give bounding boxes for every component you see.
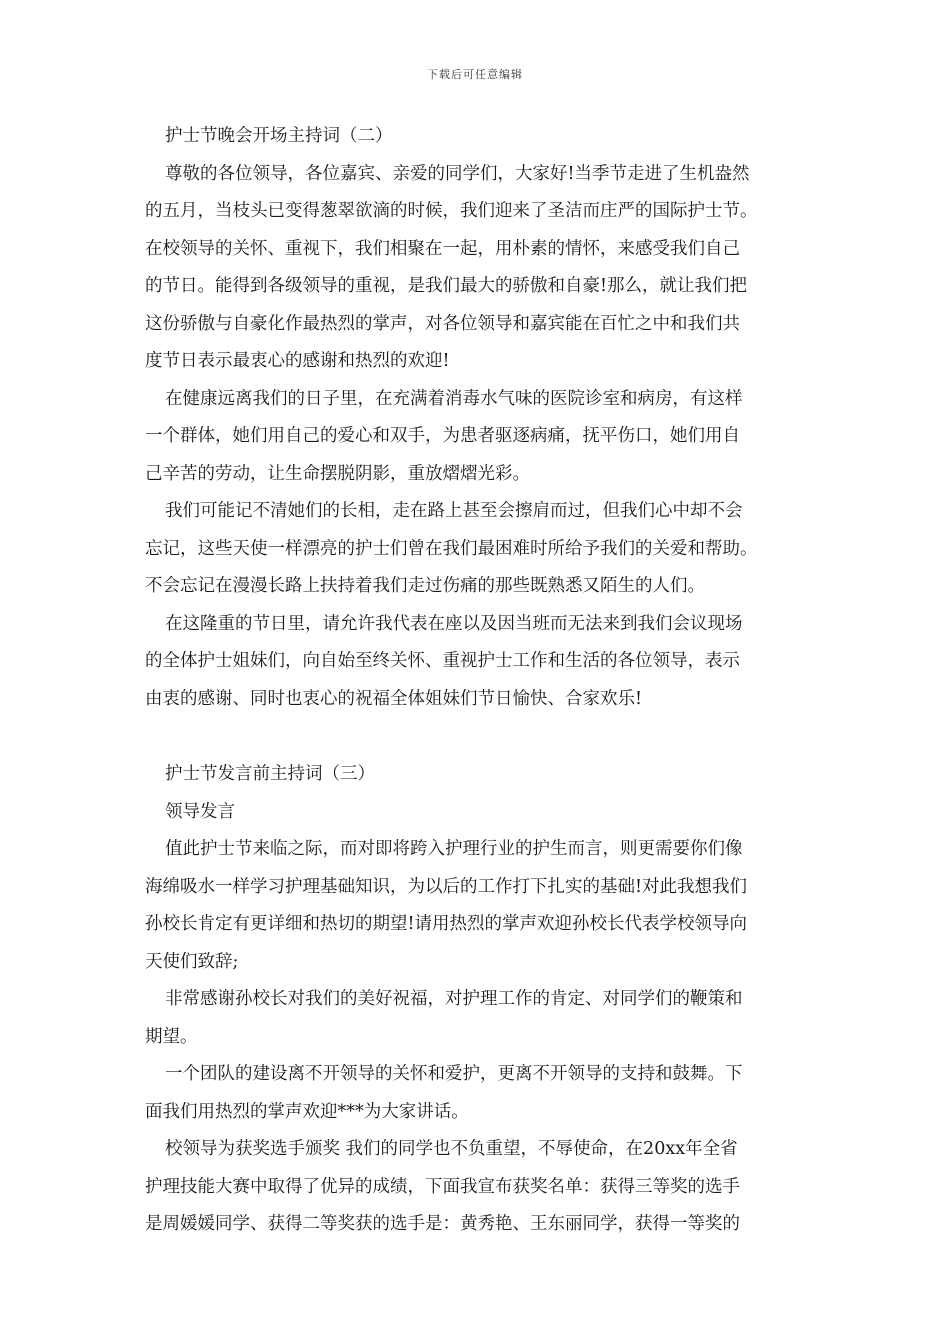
paragraph-line: 在这隆重的节日里，请允许我代表在座以及因当班而无法来到我们会议现场 <box>165 613 743 634</box>
paragraph-line: 期望。 <box>145 1026 198 1047</box>
paragraph-line: 值此护士节来临之际，而对即将跨入护理行业的护生而言，则更需要你们像 <box>165 839 743 859</box>
section-heading: 护士节发言前主持词（三） <box>165 764 375 784</box>
paragraph-line: 在健康远离我们的日子里，在充满着消毒水气味的医院诊室和病房，有这样 <box>165 388 743 409</box>
paragraph-line: 一个群体，她们用自己的爱心和双手，为患者驱逐病痛，抚平伤口，她们用自 <box>145 426 740 446</box>
paragraph-line: 忘记，这些天使一样漂亮的护士们曾在我们最困难时所给予我们的关爱和帮助。 <box>145 538 758 559</box>
paragraph-line: 尊敬的各位领导，各位嘉宾、亲爱的同学们，大家好!当季节走进了生机盎然 <box>165 163 750 184</box>
page-header-note: 下载后可任意编辑 <box>427 68 523 81</box>
paragraph-line: 在校领导的关怀、重视下，我们相聚在一起，用朴素的情怀，来感受我们自己 <box>145 238 740 259</box>
paragraph-line: 校领导为获奖选手颁奖 我们的同学也不负重望，不辱使命，在20xx年全省 <box>165 1139 738 1159</box>
section-heading: 护士节晚会开场主持词（二） <box>165 126 393 146</box>
paragraph-line: 不会忘记在漫漫长路上扶持着我们走过伤痛的那些既熟悉又陌生的人们。 <box>145 576 705 596</box>
paragraph-line: 孙校长肯定有更详细和热切的期望!请用热烈的掌声欢迎孙校长代表学校领导向 <box>145 914 748 934</box>
paragraph-line: 护理技能大赛中取得了优异的成绩，下面我宣布获奖名单：获得三等奖的选手 <box>145 1176 740 1197</box>
paragraph-line: 是周媛媛同学、获得二等奖获的选手是：黄秀艳、王东丽同学，获得一等奖的 <box>145 1214 740 1234</box>
paragraph-line: 天使们致辞; <box>145 951 239 972</box>
document-body <box>145 118 810 1244</box>
paragraph-line: 我们可能记不清她们的长相，走在路上甚至会擦肩而过，但我们心中却不会 <box>165 501 743 521</box>
section-spacer <box>145 718 810 756</box>
paragraph-line: 一个团队的建设离不开领导的关怀和爱护，更离不开领导的支持和鼓舞。下 <box>165 1064 743 1084</box>
section-subheading: 领导发言 <box>165 801 235 822</box>
paragraph-line: 的全体护士姐妹们，向自始至终关怀、重视护士工作和生活的各位领导，表示 <box>145 651 740 671</box>
paragraph-line: 己辛苦的劳动，让生命摆脱阴影，重放熠熠光彩。 <box>145 463 530 484</box>
paragraph-line: 海绵吸水一样学习护理基础知识，为以后的工作打下扎实的基础!对此我想我们 <box>145 876 748 897</box>
paragraph-line: 这份骄傲与自豪化作最热烈的掌声，对各位领导和嘉宾能在百忙之中和我们共 <box>145 313 740 334</box>
paragraph-line: 的五月，当枝头已变得葱翠欲滴的时候，我们迎来了圣洁而庄严的国际护士节。 <box>145 201 758 221</box>
paragraph-line: 度节日表示最衷心的感谢和热烈的欢迎! <box>145 351 450 371</box>
paragraph-line: 由衷的感谢、同时也衷心的祝福全体姐妹们节日愉快、合家欢乐! <box>145 688 643 709</box>
paragraph-line: 非常感谢孙校长对我们的美好祝福，对护理工作的肯定、对同学们的鞭策和 <box>165 989 743 1009</box>
paragraph-line: 面我们用热烈的掌声欢迎***为大家讲话。 <box>145 1101 469 1122</box>
paragraph-line: 的节日。能得到各级领导的重视，是我们最大的骄傲和自豪!那么，就让我们把 <box>145 276 748 296</box>
